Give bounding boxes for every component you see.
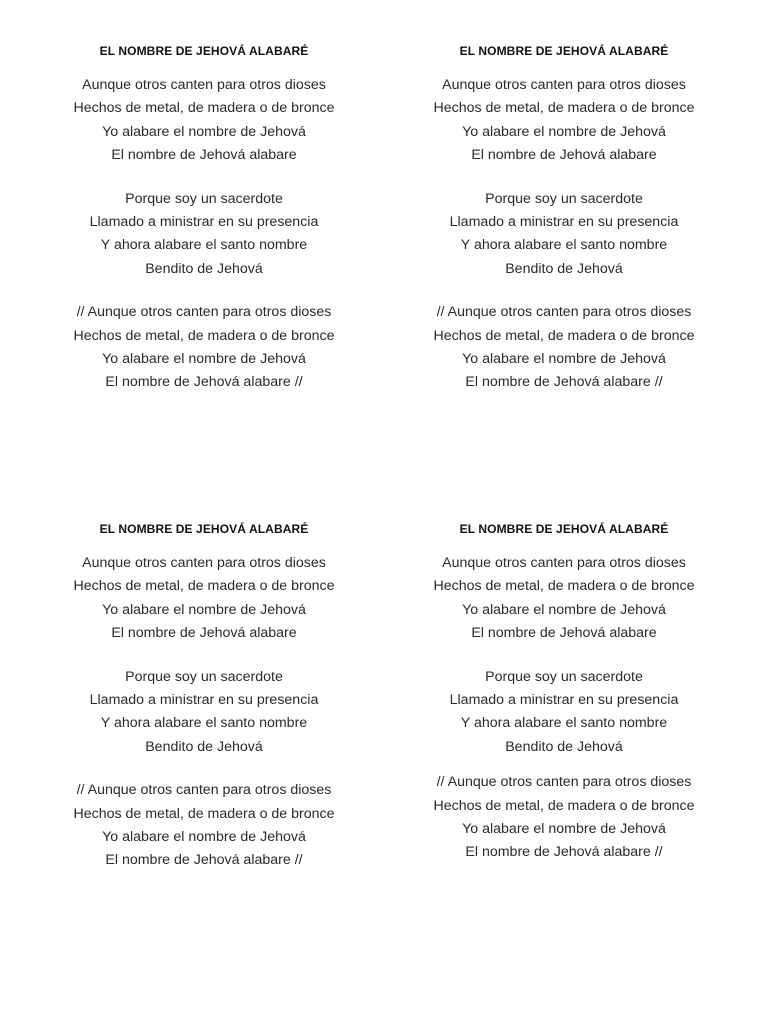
- stanza: [39, 552, 369, 646]
- stanza: [399, 771, 729, 865]
- lyric-line: Y ahora alabare el santo nombre: [460, 237, 668, 254]
- stanza: [399, 552, 729, 646]
- lyric-line: Bendito de Jehová: [505, 260, 623, 277]
- lyric-line: Y ahora alabare el santo nombre: [100, 237, 308, 254]
- lyric-line: Yo alabare el nombre de Jehová: [462, 820, 666, 837]
- stanza: [399, 666, 729, 760]
- song-title: EL NOMBRE DE JEHOVÁ ALABARÉ: [459, 522, 669, 536]
- lyric-line: El nombre de Jehová alabare: [471, 625, 657, 642]
- lyric-line: Yo alabare el nombre de Jehová: [102, 601, 306, 618]
- song-card: [39, 520, 369, 873]
- lyric-line: Hechos de metal, de madera o de bronce: [73, 805, 335, 822]
- lyric-line: Hechos de metal, de madera o de bronce: [433, 578, 695, 595]
- lyric-line: Yo alabare el nombre de Jehová: [102, 123, 306, 140]
- lyric-line: Llamado a ministrar en su presencia: [449, 213, 679, 230]
- stanza: [399, 301, 729, 395]
- stanza: [399, 188, 729, 282]
- lyric-line: Hechos de metal, de madera o de bronce: [433, 100, 695, 117]
- stanza: [399, 74, 729, 168]
- song-title: EL NOMBRE DE JEHOVÁ ALABARÉ: [459, 44, 669, 58]
- lyric-line: El nombre de Jehová alabare //: [465, 844, 663, 861]
- lyric-line: Porque soy un sacerdote: [125, 190, 283, 207]
- lyric-line: // Aunque otros canten para otros dioses: [436, 774, 692, 791]
- lyric-line: // Aunque otros canten para otros dioses: [76, 304, 332, 321]
- lyric-line: Hechos de metal, de madera o de bronce: [73, 100, 335, 117]
- lyric-line: Bendito de Jehová: [145, 738, 263, 755]
- lyric-line: Llamado a ministrar en su presencia: [89, 213, 319, 230]
- song-card: [399, 42, 729, 395]
- stanza: [39, 779, 369, 873]
- lyric-line: Yo alabare el nombre de Jehová: [462, 123, 666, 140]
- lyric-line: Aunque otros canten para otros dioses: [82, 77, 326, 93]
- lyric-line: Llamado a ministrar en su presencia: [449, 691, 679, 708]
- lyric-line: El nombre de Jehová alabare //: [105, 852, 303, 869]
- lyric-line: El nombre de Jehová alabare: [111, 147, 297, 164]
- lyric-line: Bendito de Jehová: [505, 738, 623, 755]
- lyric-line: Porque soy un sacerdote: [485, 668, 643, 685]
- song-card: [399, 520, 729, 865]
- lyric-line: Porque soy un sacerdote: [485, 190, 643, 207]
- lyric-line: // Aunque otros canten para otros dioses: [436, 304, 692, 321]
- lyric-line: // Aunque otros canten para otros dioses: [76, 782, 332, 799]
- lyric-line: Bendito de Jehová: [145, 260, 263, 277]
- lyric-line: Y ahora alabare el santo nombre: [100, 715, 308, 732]
- lyric-line: Llamado a ministrar en su presencia: [89, 691, 319, 708]
- lyric-line: Aunque otros canten para otros dioses: [442, 77, 686, 93]
- lyric-line: El nombre de Jehová alabare //: [105, 374, 303, 391]
- lyric-line: Hechos de metal, de madera o de bronce: [73, 327, 335, 344]
- song-card: [39, 42, 369, 395]
- stanza: [39, 301, 369, 395]
- lyric-line: Yo alabare el nombre de Jehová: [462, 601, 666, 618]
- lyric-line: Yo alabare el nombre de Jehová: [102, 828, 306, 845]
- lyric-line: Aunque otros canten para otros dioses: [82, 555, 326, 571]
- stanza: [39, 74, 369, 168]
- stanza: [39, 188, 369, 282]
- lyric-line: Porque soy un sacerdote: [125, 668, 283, 685]
- lyric-line: Hechos de metal, de madera o de bronce: [433, 327, 695, 344]
- lyric-line: Hechos de metal, de madera o de bronce: [73, 578, 335, 595]
- song-title: EL NOMBRE DE JEHOVÁ ALABARÉ: [99, 522, 309, 536]
- song-title: EL NOMBRE DE JEHOVÁ ALABARÉ: [99, 44, 309, 58]
- lyric-line: Yo alabare el nombre de Jehová: [102, 350, 306, 367]
- lyric-line: Yo alabare el nombre de Jehová: [462, 350, 666, 367]
- lyric-line: El nombre de Jehová alabare: [471, 147, 657, 164]
- lyric-line: Y ahora alabare el santo nombre: [460, 715, 668, 732]
- lyric-line: Hechos de metal, de madera o de bronce: [433, 797, 695, 814]
- lyric-line: El nombre de Jehová alabare: [111, 625, 297, 642]
- lyric-line: El nombre de Jehová alabare //: [465, 374, 663, 391]
- stanza: [39, 666, 369, 760]
- lyric-line: Aunque otros canten para otros dioses: [442, 555, 686, 571]
